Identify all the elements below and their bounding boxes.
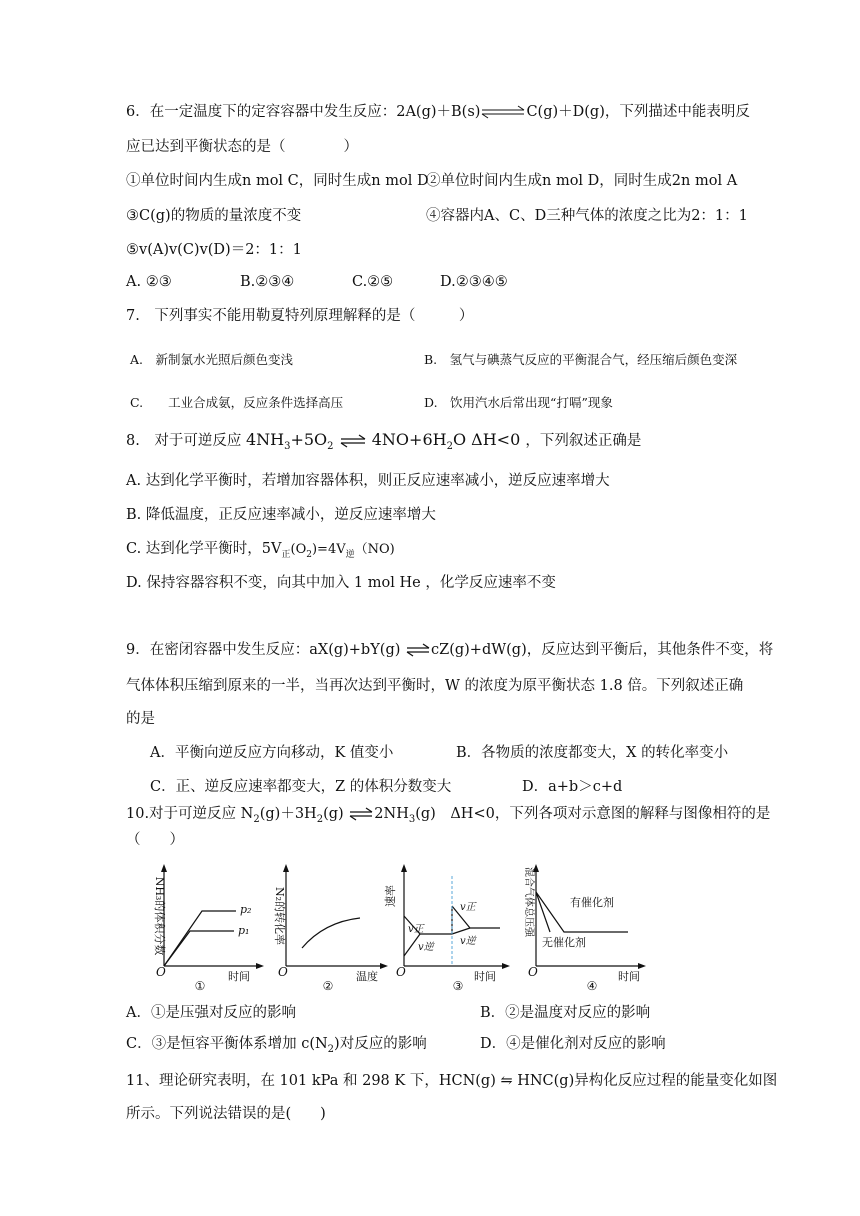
q6-option-3: ③C(g)的物质的量浓度不变 bbox=[126, 208, 302, 224]
q6-option-2: ②单位时间内生成n mol D，同时生成2n mol A bbox=[426, 173, 738, 189]
text-part: (g)＋3H bbox=[259, 806, 317, 822]
q6-stem-b: C(g)＋D(g)，下列描述中能表明反 bbox=[526, 104, 750, 120]
fig3-origin: O bbox=[396, 965, 406, 979]
fig3-number: ③ bbox=[452, 979, 464, 992]
fig4-origin: O bbox=[528, 965, 538, 979]
q6-option-1: ①单位时间内生成n mol C，同时生成n mol D bbox=[126, 173, 429, 189]
q6-option-5: ⑤v(A)v(C)v(D)＝2：1：1 bbox=[126, 242, 302, 258]
fig3-ylabel: 速率 bbox=[384, 885, 397, 907]
q6-answer-b: B.②③④ bbox=[240, 274, 295, 290]
fig3-xlabel: 时间 bbox=[474, 970, 496, 983]
reversible-arrow-icon bbox=[339, 434, 367, 448]
q10-option-c bbox=[126, 1034, 427, 1060]
fig4-ylabel: 混合气体总压强 bbox=[523, 867, 534, 937]
eq-part: 4NO+6H bbox=[371, 430, 447, 449]
eq-part: +5O bbox=[290, 430, 328, 449]
reversible-arrow-icon bbox=[405, 643, 431, 657]
sub: 逆 bbox=[345, 549, 355, 560]
fig4-xlabel: 时间 bbox=[618, 970, 640, 983]
fig2-number: ② bbox=[322, 979, 334, 992]
fig4-number: ④ bbox=[586, 979, 598, 992]
fig1-xlabel: 时间 bbox=[228, 970, 250, 983]
q10-option-b: B．②是温度对反应的影响 bbox=[480, 1005, 651, 1021]
q9-option-d: D．a+b＞c+d bbox=[522, 779, 623, 795]
text-part: （NO) bbox=[354, 542, 395, 557]
q8-option-c bbox=[126, 539, 395, 565]
eq-sub: 2 bbox=[446, 441, 453, 453]
q9-option-b: B．各物质的浓度都变大，X 的转化率变小 bbox=[456, 745, 729, 761]
q8-option-b: B. 降低温度，正反应速率减小，逆反应速率增大 bbox=[126, 507, 436, 523]
fig1-p2-label: p₂ bbox=[240, 903, 252, 916]
q6-answer-c: C.②⑤ bbox=[352, 274, 394, 290]
fig1-number: ① bbox=[194, 979, 206, 992]
text-part: (g) bbox=[323, 806, 349, 822]
fig4-with-catalyst-label: 有催化剂 bbox=[570, 896, 614, 909]
q7-option-c: C. 工业合成氨，反应条件选择高压 bbox=[130, 395, 344, 410]
q9-stem-b: cZ(g)+dW(g)，反应达到平衡后，其他条件不变，将 bbox=[431, 642, 774, 658]
q11-stem-line1: 11、理论研究表明，在 101 kPa 和 298 K 下，HCN(g) ⇋ HNC(g)异构化反应过程的能量变化如图 bbox=[126, 1073, 778, 1089]
q11-stem-line2: 所示。下列说法错误的是( ) bbox=[126, 1106, 326, 1122]
q6-stem-a: 6．在一定温度下的定容容器中发生反应：2A(g)＋B(s) bbox=[126, 104, 481, 120]
text-part: (O bbox=[290, 542, 307, 557]
q8-stem-b: ，下列叙述正确是 bbox=[525, 433, 642, 449]
q6-answer-d: D.②③④⑤ bbox=[440, 274, 508, 290]
sub: 正 bbox=[281, 549, 291, 560]
q6-answer-a: A. ②③ bbox=[126, 274, 172, 290]
q6-stem-line2: 应已达到平衡状态的是（ ） bbox=[126, 139, 358, 155]
q8-stem bbox=[126, 430, 641, 457]
fig1-p1-label: p₁ bbox=[238, 924, 250, 937]
fig1-ylabel: NH₃的体积分数 bbox=[153, 876, 166, 956]
text-part: 2NH bbox=[374, 806, 409, 822]
text-part: 10.对于可逆反应 N bbox=[126, 806, 254, 822]
fig3-v-forward-1: v正 bbox=[408, 924, 424, 935]
text-part: )=4V bbox=[311, 542, 346, 557]
q6-stem-line1 bbox=[126, 102, 750, 122]
q8-option-a: A. 达到化学平衡时，若增加容器体积，则正反应速率减小，逆反应速率增大 bbox=[126, 473, 610, 489]
q10-option-d: D．④是催化剂对反应的影响 bbox=[480, 1036, 666, 1052]
q6-option-4: ④容器内A、C、D三种气体的浓度之比为2：1：1 bbox=[426, 208, 748, 224]
fig4-without-catalyst-label: 无催化剂 bbox=[542, 936, 586, 949]
text-part: (g) ΔH<0，下列各项对示意图的解释与图像相符的是 bbox=[415, 806, 771, 822]
reversible-arrow-icon bbox=[348, 807, 374, 821]
text-part: )对反应的影响 bbox=[334, 1036, 427, 1052]
eq-sub: 2 bbox=[327, 441, 334, 453]
sub: 2 bbox=[253, 813, 260, 825]
q9-option-c: C．正、逆反应速率都变大，Z 的体积分数变大 bbox=[150, 779, 452, 795]
fig1-origin: O bbox=[156, 965, 166, 979]
eq-part: O ΔH<0 bbox=[452, 430, 521, 449]
sub: 2 bbox=[306, 549, 312, 560]
q9-stem-a: 9．在密闭容器中发生反应：aX(g)+bY(g) bbox=[126, 642, 405, 658]
q10-stem-line2: （ ） bbox=[126, 832, 184, 848]
q9-stem-line3: 的是 bbox=[126, 711, 155, 727]
q10-option-a: A．①是压强对反应的影响 bbox=[126, 1005, 296, 1021]
fig2-origin: O bbox=[278, 965, 288, 979]
figure-1 bbox=[130, 856, 270, 992]
q7-option-d: D. 饮用汽水后常出现“打嗝”现象 bbox=[424, 395, 613, 410]
eq-part: 4NH bbox=[245, 430, 285, 449]
eq-sub: 3 bbox=[284, 441, 291, 453]
figure-2 bbox=[264, 856, 394, 992]
q7-option-a: A. 新制氯水光照后颜色变浅 bbox=[130, 352, 294, 367]
q8-option-d: D. 保持容器容积不变，向其中加入 1 mol He ，化学反应速率不变 bbox=[126, 575, 556, 591]
fig3-v-reverse-2: v逆 bbox=[460, 936, 476, 947]
text-part: C．③是恒容平衡体系增加 c(N bbox=[126, 1036, 328, 1052]
fig2-ylabel: N₂的转化率 bbox=[273, 886, 286, 946]
sub: 2 bbox=[316, 813, 324, 825]
reversible-arrow-icon bbox=[480, 105, 526, 119]
fig2-xlabel: 温度 bbox=[356, 970, 378, 983]
q8-equation bbox=[245, 430, 525, 453]
fig3-v-forward-2: v正 bbox=[460, 902, 476, 913]
q7-stem: 7. 下列事实不能用勒夏特列原理解释的是（ ） bbox=[126, 308, 474, 324]
q7-option-b: B. 氢气与碘蒸气反应的平衡混合气，经压缩后颜色变深 bbox=[424, 352, 738, 367]
q9-stem-line2: 气体体积压缩到原来的一半，当再次达到平衡时，W 的浓度为原平衡状态 1.8 倍。下列叙述正确 bbox=[126, 678, 744, 694]
fig3-v-reverse-1: v逆 bbox=[418, 942, 434, 953]
sub: 3 bbox=[408, 813, 416, 825]
q9-option-a: A．平衡向逆反应方向移动，K 值变小 bbox=[150, 745, 394, 761]
figure-3 bbox=[384, 856, 514, 992]
q10-stem-line1 bbox=[126, 804, 770, 830]
q9-stem-line1 bbox=[126, 640, 773, 660]
figure-4 bbox=[508, 856, 648, 992]
sub: 2 bbox=[327, 1043, 335, 1055]
q8-stem-a: 8. 对于可逆反应 bbox=[126, 433, 242, 449]
text-part: C. 达到化学平衡时，5V bbox=[126, 541, 282, 557]
